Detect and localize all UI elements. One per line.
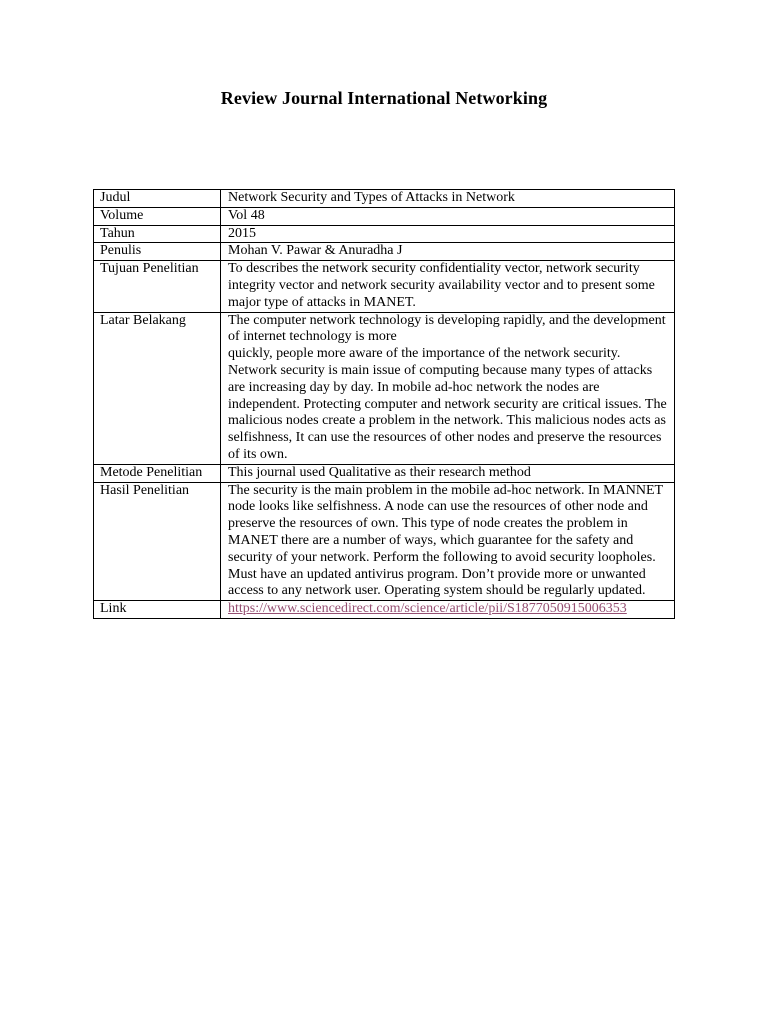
table-row-tujuan-penelitian xyxy=(94,261,675,312)
latar-belakang-paragraph-1: The computer network technology is developing rapidly, and the development of internet technology is more xyxy=(228,312,666,345)
row-label-penulis: Penulis xyxy=(94,243,221,261)
row-value-hasil-penelitian: The security is the main problem in the mobile ad-hoc network. In MANNET node looks like selfishness. A node can use the resources of other node and preserve the resources of own. This type of node creates the problem in MANET there are a number of ways, which guarantee for the safety and security of your network. Perform the following to avoid security loopholes. Must have an updated antivirus program. Don’t provide more or unwanted access to any network user. Operating system should be regularly updated. xyxy=(221,482,675,601)
table-row-volume xyxy=(94,207,675,225)
article-link[interactable]: https://www.sciencedirect.com/science/article/pii/S1877050915006353 xyxy=(228,601,627,617)
row-value-judul: Network Security and Types of Attacks in Network xyxy=(221,190,675,208)
table-row-tahun xyxy=(94,225,675,243)
row-value-metode-penelitian: This journal used Qualitative as their research method xyxy=(221,464,675,482)
row-label-hasil-penelitian: Hasil Penelitian xyxy=(94,482,221,601)
row-label-judul: Judul xyxy=(94,190,221,208)
row-value-volume: Vol 48 xyxy=(221,207,675,225)
row-value-latar-belakang xyxy=(221,312,675,464)
table-row-judul xyxy=(94,190,675,208)
row-label-tahun: Tahun xyxy=(94,225,221,243)
table-row-latar-belakang xyxy=(94,312,675,464)
row-value-link xyxy=(221,601,675,619)
row-label-latar-belakang: Latar Belakang xyxy=(94,312,221,464)
row-label-tujuan-penelitian: Tujuan Penelitian xyxy=(94,261,221,312)
table-row-hasil-penelitian xyxy=(94,482,675,601)
row-value-tahun: 2015 xyxy=(221,225,675,243)
row-label-volume: Volume xyxy=(94,207,221,225)
table-row-link xyxy=(94,601,675,619)
row-value-tujuan-penelitian: To describes the network security confidentiality vector, network security integrity vector and network security availability vector and to present some major type of attacks in MANET. xyxy=(221,261,675,312)
table-row-penulis xyxy=(94,243,675,261)
page-title: Review Journal International Networking xyxy=(220,88,548,108)
row-label-link: Link xyxy=(94,601,221,619)
review-table xyxy=(93,189,675,619)
latar-belakang-paragraph-2: quickly, people more aware of the importance of the network security. Network security is main issue of computing because many types of attacks are increasing day by day. In mobile ad-hoc network the nodes are independent. Protecting computer and network security are critical issues. The malicious nodes create a problem in the network. This malicious nodes acts as selfishness, It can use the resources of other nodes and preserve the resources of its own. xyxy=(228,346,667,462)
row-label-metode-penelitian: Metode Penelitian xyxy=(94,464,221,482)
table-row-metode-penelitian xyxy=(94,464,675,482)
row-value-penulis: Mohan V. Pawar & Anuradha J xyxy=(221,243,675,261)
